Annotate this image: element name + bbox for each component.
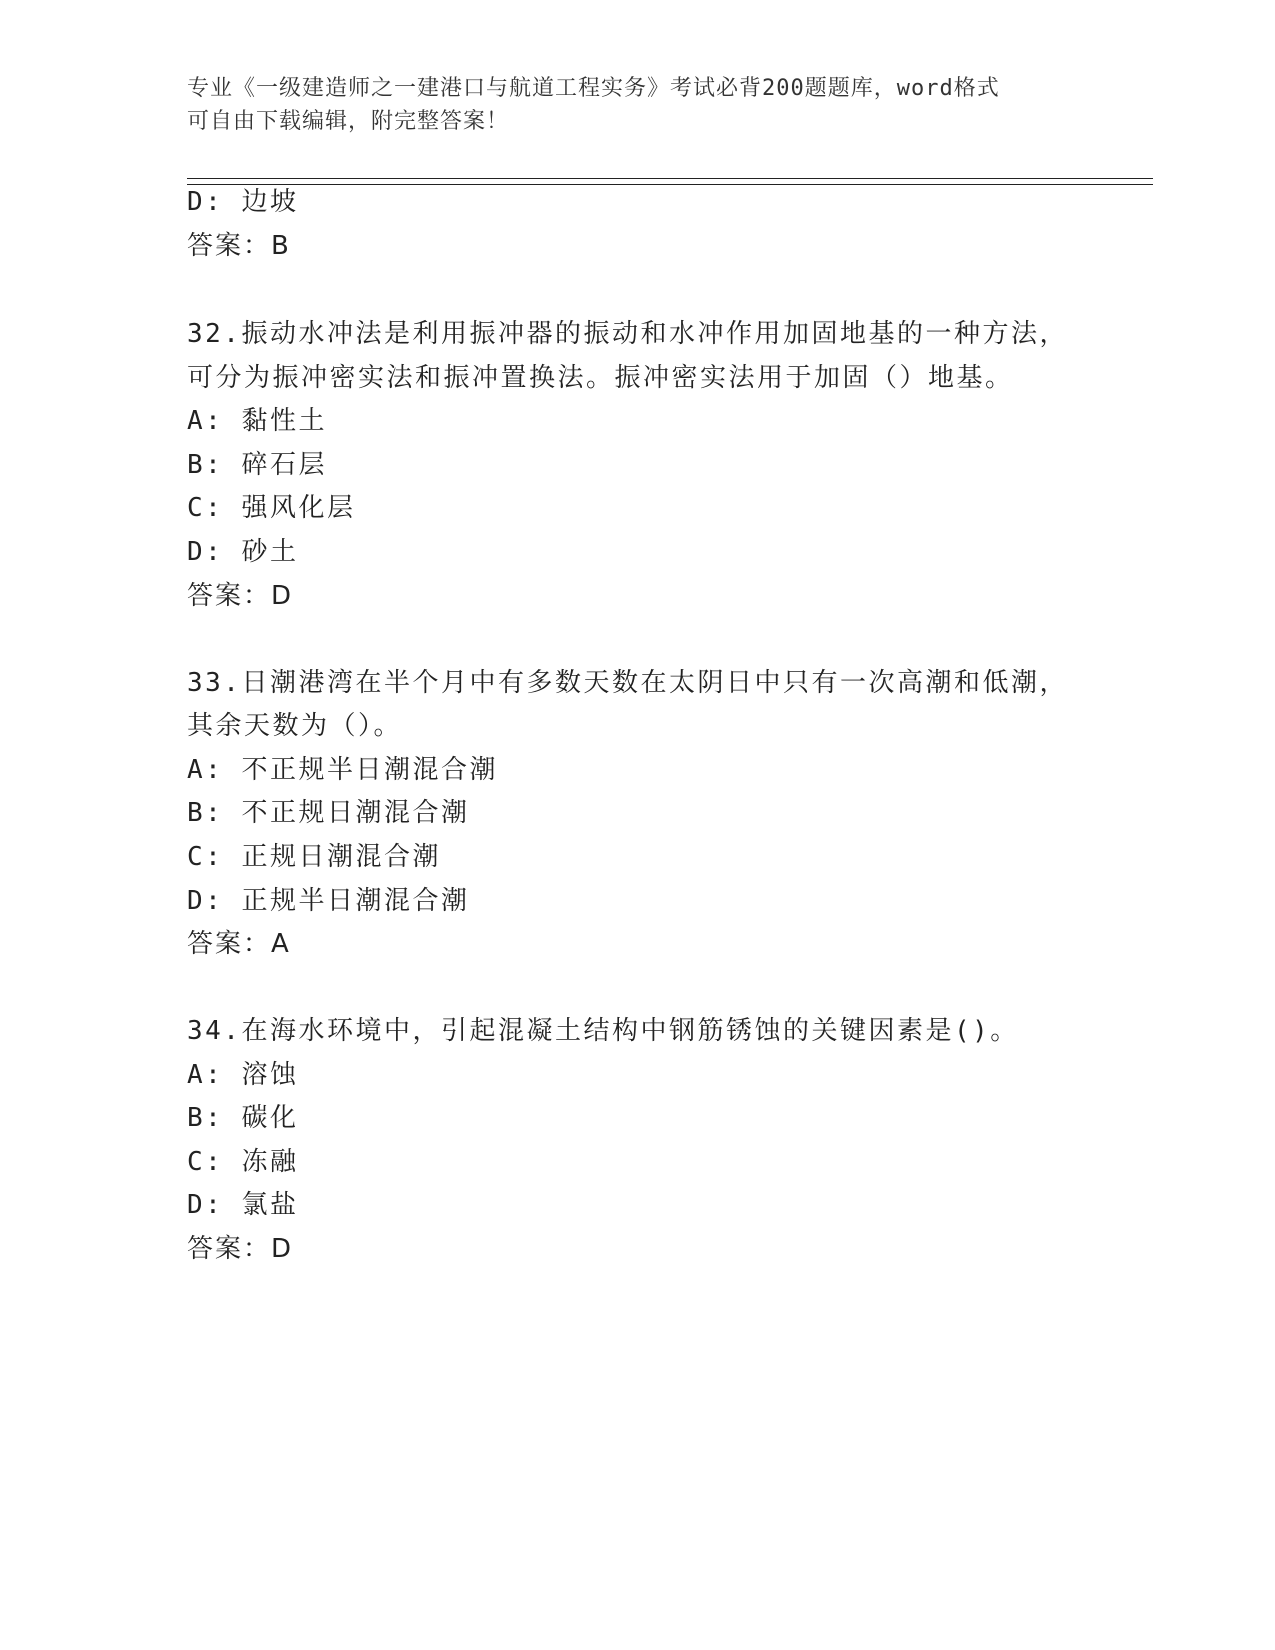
q33-option-a: A: 不正规半日潮混合潮 (187, 755, 498, 785)
document-header (187, 72, 1067, 138)
header-divider (187, 178, 1153, 185)
q33-stem-line-1: 33.日潮港湾在半个月中有多数天数在太阴日中只有一次高潮和低潮， (187, 668, 1068, 698)
q34-option-c: C: 冻融 (187, 1147, 299, 1177)
q32-stem-line-1: 32.振动水冲法是利用振冲器的振动和水冲作用加固地基的一种方法， (187, 319, 1068, 349)
q34-stem-line-1: 34.在海水环境中，引起混凝土结构中钢筋锈蚀的关键因素是()。 (187, 1016, 1019, 1046)
q34-option-d: D: 氯盐 (187, 1190, 299, 1220)
q32-answer: 答案：D (187, 581, 294, 611)
q32-option-a: A: 黏性土 (187, 406, 327, 436)
q33-stem-line-2: 其余天数为（）。 (187, 711, 403, 741)
prev-option-d: D: 边坡 (187, 187, 299, 217)
q33-option-d: D: 正规半日潮混合潮 (187, 886, 470, 916)
prev-answer: 答案：B (187, 231, 291, 261)
q33-option-c: C: 正规日潮混合潮 (187, 842, 441, 872)
q34-option-a: A: 溶蚀 (187, 1060, 299, 1090)
q32-option-b: B: 碎石层 (187, 450, 327, 480)
header-line-2: 可自由下载编辑，附完整答案！ (187, 109, 510, 134)
q34-option-b: B: 碳化 (187, 1103, 299, 1133)
q34-answer: 答案：D (187, 1234, 294, 1264)
q33-answer: 答案：A (187, 929, 291, 959)
q32-stem-line-2: 可分为振冲密实法和振冲置换法。振冲密实法用于加固（）地基。 (187, 363, 1014, 393)
header-line-1: 专业《一级建造师之一建港口与航道工程实务》考试必背200题题库，word格式 (187, 76, 1000, 101)
q32-option-d: D: 砂土 (187, 537, 299, 567)
q33-option-b: B: 不正规日潮混合潮 (187, 798, 470, 828)
q32-option-c: C: 强风化层 (187, 493, 356, 523)
